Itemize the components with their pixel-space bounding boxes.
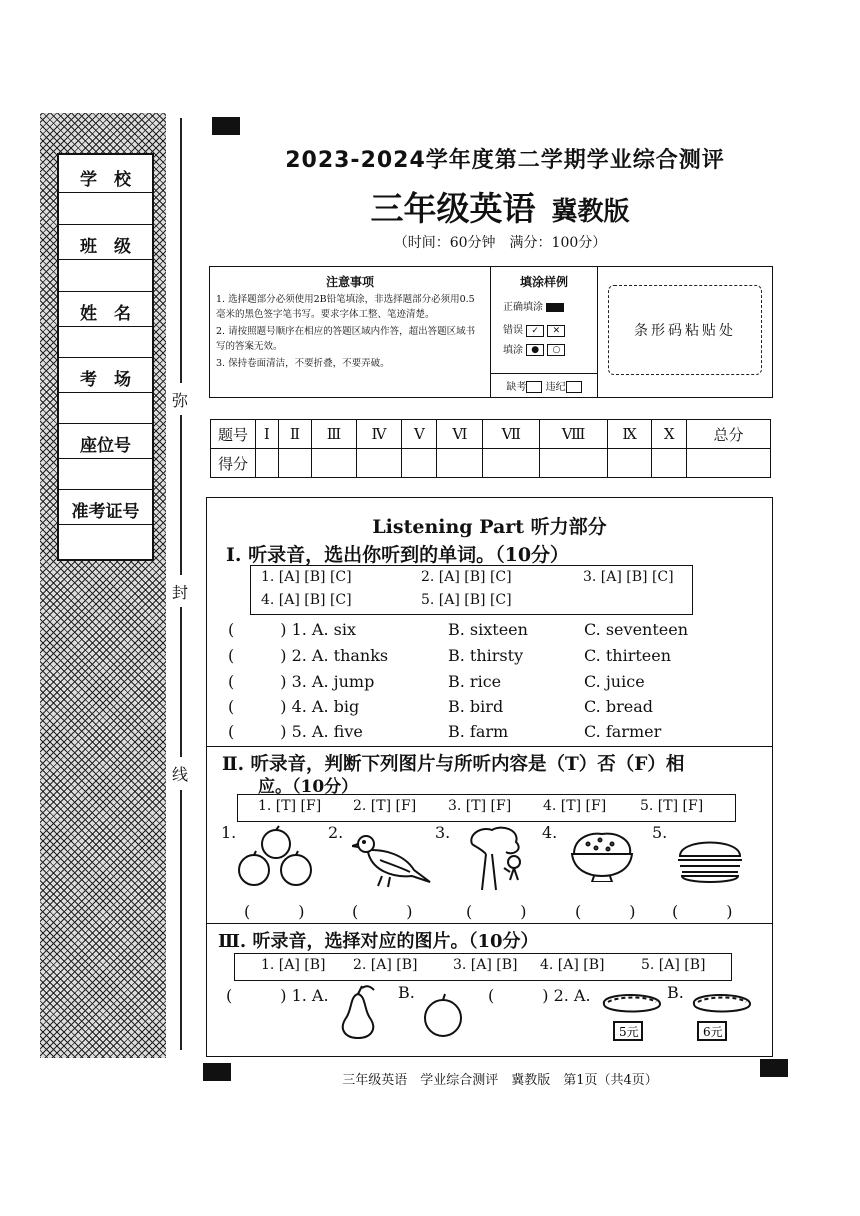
option-c: C. juice (584, 672, 645, 691)
table-cell: Ⅶ (483, 420, 540, 449)
picture-number: 3. (435, 823, 451, 842)
notice-item: 3. 保持卷面清洁，不要折叠，不要弄破。 (216, 358, 390, 369)
time-info: （时间：60分钟 满分：100分） (393, 235, 607, 251)
answer-bracket[interactable]: ( ) (672, 902, 733, 921)
apple-picture (420, 992, 466, 1038)
fill-wrong-2: 填涂 ● ○ (503, 341, 597, 357)
option-b: B. farm (448, 722, 509, 741)
question-row: ( ) 2. A. (488, 986, 591, 1005)
notice-box (209, 266, 773, 398)
answer-option[interactable]: 3. [A] [B] [C] (583, 569, 674, 585)
position-marker (212, 117, 240, 135)
hotdog-b-picture (688, 988, 756, 1044)
price-label: 6元 (703, 1025, 723, 1039)
pear-picture (336, 984, 380, 1040)
answer-option[interactable]: 2. [T] [F] (353, 798, 417, 814)
field-name: 姓 名 (80, 304, 131, 324)
answer-option[interactable]: 1. [A] [B] (261, 957, 326, 973)
barcode-area: 条形码粘贴处 (608, 285, 762, 375)
rice-bowl-picture (568, 830, 636, 882)
section1-answer-box (250, 565, 693, 615)
score-table (210, 419, 771, 478)
hamburger-picture (676, 834, 744, 886)
position-marker (760, 1059, 788, 1077)
answer-bracket[interactable]: ( ) (575, 902, 636, 921)
option-c: C. farmer (584, 722, 662, 741)
picture-number: 4. (542, 823, 558, 842)
answer-option[interactable]: 3. [A] [B] (453, 957, 518, 973)
option-b: B. bird (448, 697, 504, 716)
seal-line-mid2 (180, 607, 182, 757)
price-label: 5元 (619, 1025, 639, 1039)
table-cell: Ⅹ (652, 420, 687, 449)
field-exam-id: 准考证号 (71, 502, 140, 522)
table-cell: Ⅳ (356, 420, 402, 449)
section3-heading: Ⅲ. 听录音，选择对应的图片。（10分） (218, 931, 539, 952)
monkey-tree-picture (462, 824, 530, 890)
subject-title: 三年级英语 冀教版 (370, 189, 630, 228)
table-cell: Ⅲ (312, 420, 356, 449)
section-divider (206, 923, 773, 924)
table-cell: 题号 (211, 420, 256, 449)
seal-line-top (180, 118, 182, 383)
answer-option[interactable]: 4. [A] [B] [C] (261, 592, 352, 608)
answer-option[interactable]: 5. [A] [B] (641, 957, 706, 973)
answer-option[interactable]: 3. [T] [F] (448, 798, 512, 814)
table-cell: Ⅸ (607, 420, 651, 449)
field-seat: 座位号 (80, 436, 131, 456)
field-class: 班 级 (80, 237, 131, 257)
table-cell: 总分 (687, 420, 771, 449)
seal-char-feng: 封 (172, 583, 189, 602)
fill-wrong: 错误 ✓ ✕ (503, 321, 597, 337)
answer-option[interactable]: 2. [A] [B] (353, 957, 418, 973)
field-exam-room: 考 场 (80, 370, 131, 390)
answer-bracket[interactable]: ( ) (352, 902, 413, 921)
notice-title: 注意事项 (325, 275, 374, 289)
picture-number: 1. (221, 823, 237, 842)
section2-heading: Ⅱ. 听录音，判断下列图片与所听内容是（T）否（F）相 (222, 754, 685, 775)
answer-option[interactable]: 1. [T] [F] (258, 798, 322, 814)
option-c: C. bread (584, 697, 653, 716)
section2-heading-2: 应。（10分） (258, 777, 359, 797)
bird-picture (352, 830, 432, 888)
field-school: 学 校 (80, 170, 131, 190)
option-c: C. thirteen (584, 646, 672, 665)
question-row: ( ) 1. A. (226, 986, 329, 1005)
section2-answer-box (237, 794, 736, 822)
picture-number: 2. (328, 823, 344, 842)
answer-option[interactable]: 1. [A] [B] [C] (261, 569, 352, 585)
page-footer: 三年级英语 学业综合测评 冀教版 第1页（共4页） (342, 1073, 658, 1088)
absent-violation: 缺考 违纪 (491, 373, 597, 394)
answer-option[interactable]: 2. [A] [B] [C] (421, 569, 512, 585)
seal-line-bottom (180, 790, 182, 1050)
question-row: ( ) 5. A. five (228, 722, 363, 741)
seal-char-mi: 弥 (172, 391, 189, 410)
notice-item: 1. 选择题部分必须使用2B铅笔填涂，非选择题部分必须用0.5毫米的黑色签字笔书写。要求字体工整、笔迹清楚。 (216, 294, 475, 320)
answer-option[interactable]: 4. [T] [F] (543, 798, 607, 814)
table-cell: Ⅴ (402, 420, 437, 449)
position-marker (203, 1063, 231, 1081)
seal-char-xian: 线 (172, 765, 189, 784)
notice-item: 2. 请按照题号顺序在相应的答题区域内作答，超出答题区域书写的答案无效。 (216, 326, 476, 352)
section1-heading: Ⅰ. 听录音，选出你听到的单词。（10分） (226, 544, 570, 566)
table-cell: Ⅵ (437, 420, 483, 449)
fill-sample-title: 填涂样例 (519, 275, 568, 289)
table-cell: Ⅱ (278, 420, 312, 449)
option-c: C. seventeen (584, 620, 689, 639)
answer-bracket[interactable]: ( ) (466, 902, 527, 921)
student-info-box (57, 153, 154, 561)
option-b: B. rice (448, 672, 502, 691)
picture-number: 5. (652, 823, 668, 842)
answer-option[interactable]: 5. [A] [B] [C] (421, 592, 512, 608)
fill-correct: 正确填涂 (503, 298, 597, 313)
option-b: B. thirsty (448, 646, 524, 665)
exam-title: 2023-2024学年度第二学期学业综合测评 (285, 148, 725, 173)
question-row: ( ) 3. A. jump (228, 672, 375, 691)
seal-line-mid (180, 415, 182, 575)
answer-option[interactable]: 4. [A] [B] (540, 957, 605, 973)
option-b: B. (398, 983, 415, 1002)
answer-option[interactable]: 5. [T] [F] (640, 798, 704, 814)
option-b: B. (667, 983, 684, 1002)
answer-bracket[interactable]: ( ) (244, 902, 305, 921)
table-cell: Ⅷ (540, 420, 608, 449)
option-b: B. sixteen (448, 620, 528, 639)
fill-sample (491, 267, 598, 397)
hotdog-a-picture (598, 988, 666, 1044)
part-title: Listening Part 听力部分 (372, 516, 607, 538)
table-cell: Ⅰ (256, 420, 279, 449)
section-divider (206, 746, 773, 747)
question-row: ( ) 2. A. thanks (228, 646, 389, 665)
section3-answer-box (234, 953, 732, 981)
question-row: ( ) 4. A. big (228, 697, 360, 716)
table-cell: 得分 (211, 449, 256, 478)
question-row: ( ) 1. A. six (228, 620, 357, 639)
oranges-picture (234, 824, 316, 890)
